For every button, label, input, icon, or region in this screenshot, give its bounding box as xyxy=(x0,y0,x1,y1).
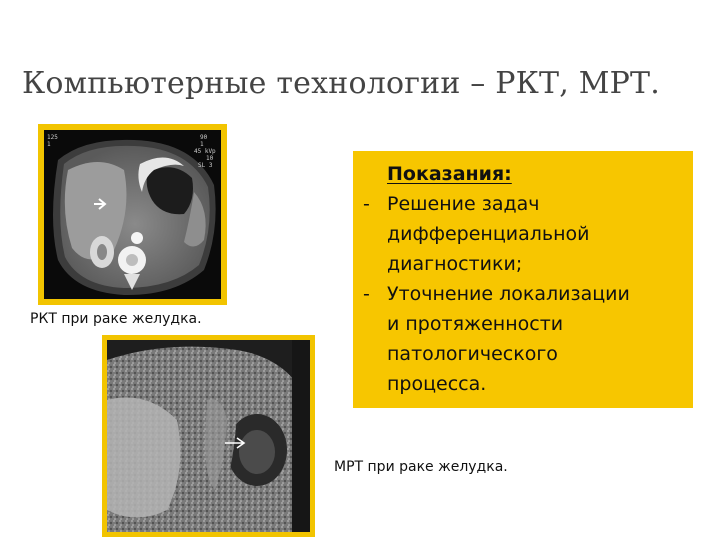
dash-bullet: - xyxy=(363,283,370,305)
indication-line: и протяженности xyxy=(387,313,564,335)
indication-line: Решение задач xyxy=(387,193,540,215)
ct-overlay-text: 45 kVp xyxy=(194,148,216,155)
indication-item xyxy=(353,189,689,279)
indication-line: патологического xyxy=(387,343,558,365)
dash-bullet: - xyxy=(363,193,370,215)
indication-item xyxy=(353,279,689,399)
mri-scan-image xyxy=(102,335,315,537)
indications-box xyxy=(353,151,693,408)
ct-caption: РКТ при раке желудка. xyxy=(30,311,202,327)
indication-line: процесса. xyxy=(387,373,487,395)
mri-caption: МРТ при раке желудка. xyxy=(334,459,508,475)
indications-heading: Показания: xyxy=(387,163,512,185)
indication-line: дифференциальной xyxy=(387,223,590,245)
ct-overlay-text: 10 xyxy=(206,155,214,162)
indication-line: Уточнение локализации xyxy=(387,283,630,305)
ct-scan-image xyxy=(38,124,227,305)
indication-line: диагностики; xyxy=(387,253,523,275)
slide-title: Компьютерные технологии – РКТ, МРТ. xyxy=(22,66,660,101)
ct-overlay-text: SL 3 xyxy=(198,162,213,169)
ct-overlay-text: 1 xyxy=(200,141,204,148)
ct-overlay-text: 125 xyxy=(47,134,58,141)
ct-overlay-text: 1 xyxy=(47,141,51,148)
ct-overlay-text: 90 xyxy=(200,134,208,141)
